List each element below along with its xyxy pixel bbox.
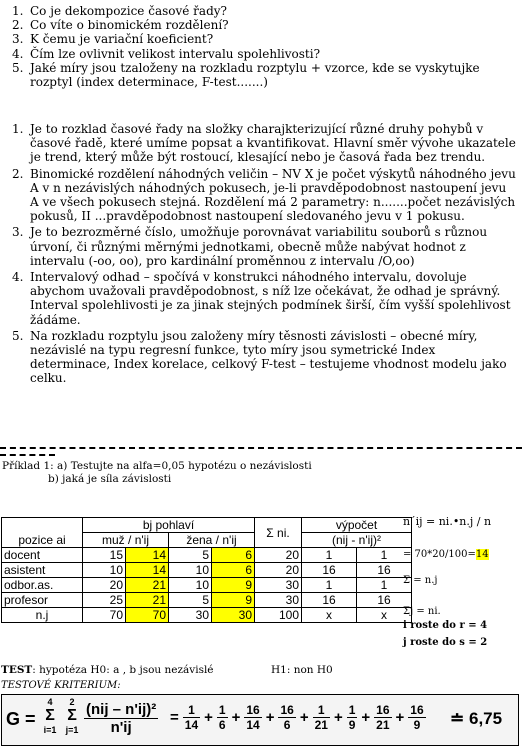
answer-item — [8, 329, 518, 386]
cell-z: 10 — [169, 578, 212, 593]
term-numerator: 16 — [246, 703, 260, 717]
cell-z: 30 — [169, 608, 212, 623]
cell-m2: 21 — [126, 593, 169, 608]
plus-sign: + — [231, 709, 241, 726]
table-body — [2, 548, 412, 623]
plus-sign: + — [361, 709, 371, 726]
header-muz: muž / n'ij — [83, 533, 169, 548]
question-item — [8, 61, 513, 89]
formula-g: G = — [6, 709, 36, 729]
answer-number: 1. — [12, 122, 24, 136]
cell-c1: 16 — [302, 563, 357, 578]
plus-sign: + — [395, 709, 405, 726]
header-group-vypocet: výpočet — [302, 518, 412, 533]
cell-z: 5 — [169, 548, 212, 563]
term-denominator: 9 — [413, 718, 421, 732]
cell-label: n.j — [2, 608, 83, 623]
term-denominator: 21 — [314, 718, 328, 732]
answer-text: Je to bezrozměrné číslo, umožňuje porovnávat variabilitu souborů s různou úrvoní, či různými měrnými jednotkami, obecně může nabývat hodnot z intervalu (-oo, oo), pro kardinální proměnnou z intervalu /O,oo) — [30, 225, 488, 268]
answer-item — [8, 225, 518, 268]
question-number: 1. — [12, 4, 24, 18]
term-numerator: 1 — [183, 703, 200, 718]
cell-c2: 1 — [357, 578, 412, 593]
term-fraction — [244, 703, 261, 732]
table-row — [2, 578, 412, 593]
cell-z2: 6 — [212, 563, 255, 578]
answer-text: Binomické rozdělení náhodných veličin – NV X je počet výskytů náhodného jevu A v n nezávislých náhodných pokusech, je-li pravděpodobnost nastoupení jevu A ve všech pokusech stejná. Rozdělení má 2 parametry: n.......počet nezávislých pokusů, II ...pravděpodobnost nastoupení sledovaného jevu v 1 pokusu. — [30, 166, 516, 224]
cell-m2: 21 — [126, 578, 169, 593]
approx-sign: ≐ — [450, 709, 465, 728]
cell-c1: x — [302, 608, 357, 623]
cell-label: docent — [2, 548, 83, 563]
main-fraction — [84, 701, 158, 736]
answer-number: 3. — [12, 225, 24, 240]
answer-number: 2. — [12, 166, 24, 181]
question-number: 4. — [12, 46, 24, 61]
cell-m2: 14 — [126, 563, 169, 578]
dashed-separator-1 — [0, 447, 522, 449]
question-number: 5. — [12, 60, 24, 75]
note-sum-nj: Σ = n.j — [403, 575, 438, 586]
term-numerator: 16 — [280, 703, 294, 717]
note-i-range: i roste do r = 4 — [403, 620, 488, 631]
answer-text: Intervalový odhad – spočívá v konstrukci náhodného intervalu, dovoluje abychom uvažovali pravděpodobnost, s níž lze očekávat, že odhad je správný. Interval spolehlivosti je za jinak stejných podmínek širší, čím vyšší spolehlivost žádáme. — [30, 270, 511, 327]
criterion-label: TESTOVÉ KRITERIUM: — [1, 680, 121, 691]
question-text: K čemu je variační koeficient? — [30, 32, 214, 47]
example-line-1: Příklad 1: a) Testujte na alfa=0,05 hypotézu o nezávislosti — [2, 460, 312, 472]
answer-text: Na rozkladu rozptylu jsou založeny míry těsnosti závislosti – obecné míry, nezávislé na typu regresní funkce, tyto míry jsou symetrické Index determinace, Index korelace, celkový F-test – testujeme vhodnost modelu jako celku. — [30, 328, 507, 386]
header-sum: Σ ni. — [255, 518, 302, 548]
question-item — [8, 47, 513, 61]
cell-m2: 70 — [126, 608, 169, 623]
cell-label: odbor.as. — [2, 578, 83, 593]
cell-m2: 14 — [126, 548, 169, 563]
note-calc — [403, 548, 489, 561]
cell-z: 5 — [169, 593, 212, 608]
note-calc-prefix: = 70*20/100= — [403, 549, 476, 560]
cell-z2: 9 — [212, 593, 255, 608]
term-fraction — [347, 703, 358, 732]
term-fraction — [408, 703, 425, 732]
test-h0: : hypotéza H0: a , b jsou nezávislé — [32, 664, 214, 676]
header-pozice: pozice ai — [2, 518, 83, 548]
sum-2-top: 2 — [69, 697, 75, 707]
sum-2-sign: Σ — [67, 707, 77, 724]
question-item — [8, 4, 513, 18]
plus-sign: + — [204, 709, 213, 726]
cell-s: 20 — [255, 548, 302, 563]
cell-s: 30 — [255, 593, 302, 608]
test-label: TEST — [1, 664, 33, 676]
cell-s: 20 — [255, 563, 302, 578]
cell-c1: 1 — [302, 548, 357, 563]
question-text: Jaké míry jsou tzaloženy na rozkladu rozptylu + vzorce, kde se vyskytujke rozptyl (index determinace, F-test.......) — [30, 60, 480, 90]
header-calc: (nij - n'ij)² — [302, 533, 412, 548]
term-denominator: 14 — [246, 718, 260, 732]
cell-m: 20 — [83, 578, 126, 593]
term-fraction — [217, 703, 228, 732]
note-formula: n´ij = ni.•n.j / n — [403, 515, 492, 528]
cell-c2: 16 — [357, 593, 412, 608]
contingency-table — [1, 517, 412, 623]
question-text: Co víte o binomickém rozdělení? — [30, 18, 229, 33]
answer-item — [8, 167, 518, 224]
table-total-row — [2, 608, 412, 623]
term-fraction — [278, 703, 295, 732]
note-sum-ni: Σj = ni. — [403, 606, 441, 617]
cell-c1: 1 — [302, 578, 357, 593]
answer-item — [8, 270, 518, 327]
example-line-2: b) jaká je síla závislosti — [48, 473, 172, 485]
sum-1-bottom: i=1 — [43, 725, 57, 735]
cell-c1: 16 — [302, 593, 357, 608]
test-h1: H1: non H0 — [271, 664, 333, 676]
question-text: Čím lze ovlivnit velikost intervalu spolehlivosti? — [30, 46, 321, 61]
term-numerator: 1 — [348, 703, 356, 717]
question-list — [8, 4, 513, 89]
cell-m: 70 — [83, 608, 126, 623]
sum-2-bottom: j=1 — [65, 725, 79, 735]
cell-c2: 16 — [357, 563, 412, 578]
formula-result — [450, 709, 502, 729]
cell-s: 30 — [255, 578, 302, 593]
formula-terms — [166, 703, 426, 732]
table-row — [2, 548, 412, 563]
term-numerator: 1 — [218, 703, 226, 717]
cell-z2: 9 — [212, 578, 255, 593]
plus-sign: + — [265, 709, 275, 726]
answer-text: Je to rozklad časové řady na složky charajkterizující různé druhy pohybů v časové řadě, které umíme popsat a kvantifikovat. Hlavní směr vývohe ukazatele je trend, který může být rostoucí, klesající nebo je časová řada bez trendu. — [30, 122, 516, 165]
table-row — [2, 563, 412, 578]
cell-c2: x — [357, 608, 412, 623]
cell-m: 10 — [83, 563, 126, 578]
question-text: Co je dekompozice časové řady? — [30, 4, 227, 18]
term-numerator: 1 — [313, 703, 330, 718]
test-line — [1, 664, 333, 676]
result-value: 6,75 — [468, 709, 503, 728]
dashed-separator-2 — [0, 454, 55, 456]
term-numerator: 16 — [376, 703, 390, 717]
question-item — [8, 32, 513, 46]
main-denominator: n'ij — [110, 719, 132, 736]
term-fraction — [313, 703, 330, 732]
term-denominator: 9 — [348, 718, 356, 732]
note-j-range: j roste do s = 2 — [403, 637, 488, 648]
cell-z2: 6 — [212, 548, 255, 563]
question-item — [8, 18, 513, 32]
answer-list — [8, 122, 518, 388]
cell-m: 15 — [83, 548, 126, 563]
cell-label: profesor — [2, 593, 83, 608]
cell-z2: 30 — [212, 608, 255, 623]
g-statistic-formula — [1, 694, 519, 746]
answer-number: 5. — [12, 328, 24, 343]
plus-sign: + — [333, 709, 343, 726]
term-denominator: 14 — [184, 718, 199, 732]
cell-c2: 1 — [357, 548, 412, 563]
equals-sign: = — [170, 709, 179, 726]
header-group-bi: bj pohlaví — [83, 518, 255, 533]
sum-1-sign: Σ — [45, 707, 55, 724]
answer-item — [8, 122, 518, 165]
answer-number: 4. — [12, 270, 24, 285]
header-zena: žena / n'ij — [169, 533, 255, 548]
term-fraction — [183, 703, 200, 732]
main-numerator: (nij – n'ij)² — [86, 701, 157, 718]
sum-1 — [42, 697, 58, 735]
cell-s: 100 — [255, 608, 302, 623]
sum-2 — [64, 697, 80, 735]
cell-z: 10 — [169, 563, 212, 578]
plus-sign: + — [299, 709, 309, 726]
term-denominator: 21 — [376, 718, 390, 732]
sum-1-top: 4 — [47, 697, 53, 707]
question-number: 2. — [12, 18, 24, 33]
table-row — [2, 593, 412, 608]
term-denominator: 6 — [283, 718, 291, 732]
question-number: 3. — [12, 32, 24, 47]
term-fraction — [374, 703, 391, 732]
term-numerator: 16 — [410, 703, 424, 717]
note-calc-result: 14 — [475, 549, 489, 560]
cell-m: 25 — [83, 593, 126, 608]
cell-label: asistent — [2, 563, 83, 578]
term-denominator: 6 — [218, 718, 226, 732]
